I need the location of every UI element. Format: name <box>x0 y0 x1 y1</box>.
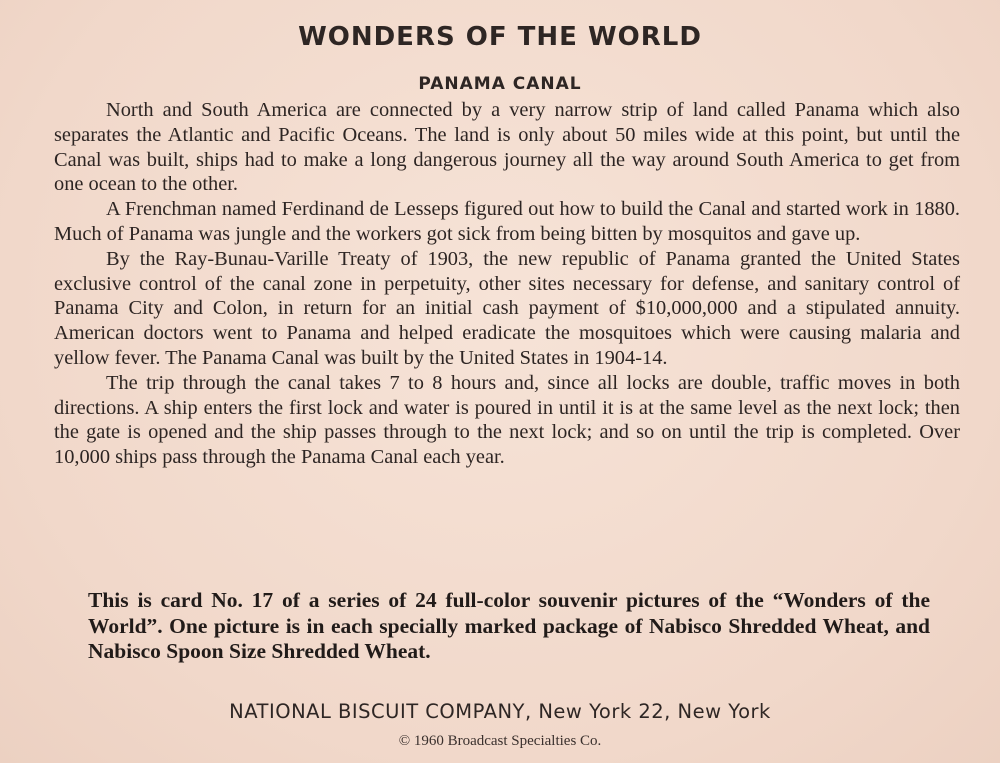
copyright-line: © 1960 Broadcast Specialties Co. <box>398 733 602 749</box>
body-paragraph: A Frenchman named Ferdinand de Lesseps figured out how to build the Canal and started work in 1880. Much of Panama was jungle and the workers got sick from being bitten by mosquitos and gave up. <box>54 198 960 245</box>
card-body <box>54 98 960 470</box>
body-paragraph: The trip through the canal takes 7 to 8 hours and, since all locks are double, traffic moves in both directions. A ship enters the first lock and water is poured in until it is at the same level as the next lock; then the gate is opened and the ship passes through to the next lock; and so on until the trip is completed. Over 10,000 ships pass through the Panama Canal each year. <box>54 371 960 469</box>
body-paragraph: North and South America are connected by a very narrow strip of land called Panama which also separates the Atlantic and Pacific Oceans. The land is only about 50 miles wide at this point, but until the Canal was built, ships had to make a long dangerous journey all the way around South America to get from one ocean to the other. <box>54 99 960 196</box>
series-note: This is card No. 17 of a series of 24 full-color souvenir pictures of the “Wonders of the World”. One picture is in each specially marked package of Nabisco Shredded Wheat, and Nabisco Spoon Size Shredded Wheat. <box>88 588 930 663</box>
card-subtitle: PANAMA CANAL <box>418 74 582 94</box>
company-line: NATIONAL BISCUIT COMPANY, New York 22, New York <box>229 700 771 723</box>
body-paragraph: By the Ray-Bunau-Varille Treaty of 1903, the new republic of Panama granted the United States exclusive control of the canal zone in perpetuity, other sites necessary for defense, and sanitary control of Panama City and Colon, in return for an initial cash payment of $10,000,000 and a stipulated annuity. American doctors went to Panama and helped eradicate the mosquitoes which were causing malaria and yellow fever. The Panama Canal was built by the United States in 1904-14. <box>54 247 960 369</box>
card-title: WONDERS OF THE WORLD <box>298 22 702 52</box>
